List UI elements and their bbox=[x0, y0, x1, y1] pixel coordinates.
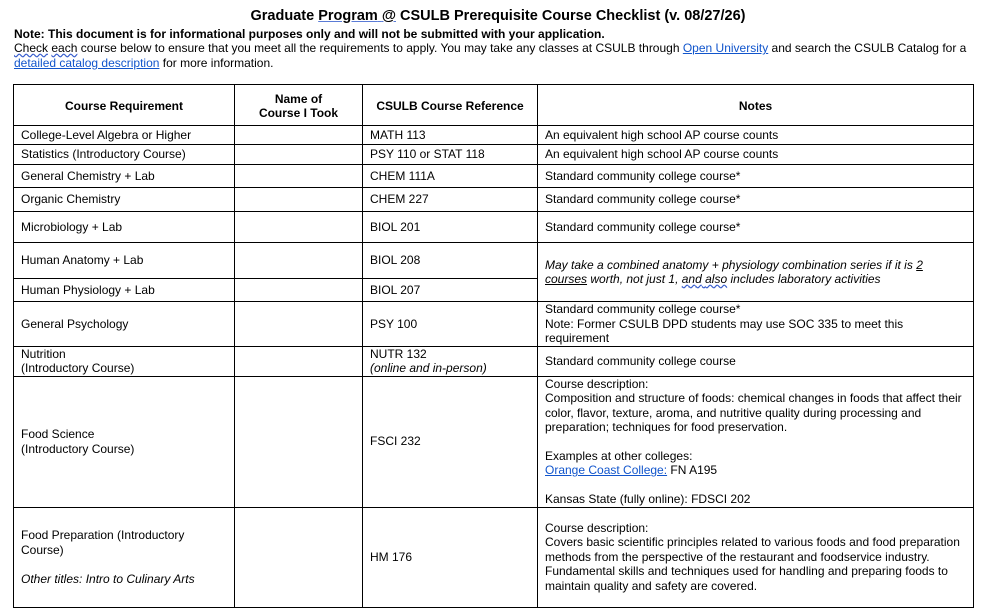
course-taken-cell[interactable] bbox=[235, 279, 363, 302]
food-science-notes: Course description: Composition and structure of foods: chemical changes in foods that affect their color, flavor, texture, aroma, and nutritive quality during processing and preparation; techniques for food preservation. Examples at other colleges: Orange Coast College: FN A195 Kansas State (fully online): FDSCI 202 bbox=[538, 376, 974, 507]
course-taken-cell[interactable] bbox=[235, 376, 363, 507]
document-title: Graduate Program @ CSULB Prerequisite Course Checklist (v. 08/27/26) bbox=[250, 8, 746, 24]
course-taken-cell[interactable] bbox=[235, 212, 363, 243]
course-taken-cell[interactable] bbox=[235, 243, 363, 279]
table-row: Nutrition (Introductory Course) NUTR 132 (online and in-person) Standard community college course bbox=[14, 346, 974, 376]
food-preparation-notes: Course description: Covers basic scientific principles related to various foods and food preparation methods from the perspective of the restaurant and foodservice industry. Fundamental skills and techniques used for handling and preparing foods to maintain quality and safety are covered. bbox=[538, 507, 974, 607]
course-taken-cell[interactable] bbox=[235, 145, 363, 165]
prerequisite-table bbox=[13, 84, 974, 608]
header-course-requirement: Course Requirement bbox=[14, 85, 235, 126]
table-row: General Psychology PSY 100 Standard community college course* Note: Former CSULB DPD students may use SOC 335 to meet this requirement bbox=[14, 302, 974, 347]
header-csulb-reference: CSULB Course Reference bbox=[363, 85, 538, 126]
title-at-sign: @ bbox=[381, 8, 396, 24]
course-taken-cell[interactable] bbox=[235, 302, 363, 347]
orange-coast-college-link[interactable]: Orange Coast College: bbox=[545, 463, 668, 478]
course-taken-cell[interactable] bbox=[235, 188, 363, 212]
table-row: Human Physiology + Lab BIOL 207 bbox=[14, 279, 974, 302]
course-taken-cell[interactable] bbox=[235, 126, 363, 145]
anatomy-physiology-notes: May take a combined anatomy + physiology combination series if it is 2 courses worth, not just 1, and also includes laboratory activities bbox=[538, 243, 974, 302]
table-row: Food Science (Introductory Course) FSCI 232 Course description: Composition and structure of foods: chemical changes in foods that affect their color, flavor, texture, aroma, and nutritive quality during processing and preparation; techniques for food preservation. Examples at other colleges: Orange Coast College: FN A195 Kansas State (fully online): FDSCI 202 bbox=[14, 376, 974, 507]
table-row: Food Preparation (Introductory Course) Other titles: Intro to Culinary Arts HM 176 Course description: Covers basic scientific principles related to various foods and food preparation methods from the perspective of the restaurant and foodservice industry. Fundamental skills and techniques used for handling and preparing foods to maintain quality and safety are covered. bbox=[14, 507, 974, 607]
table-header-row bbox=[14, 85, 974, 126]
title-program-word: Program bbox=[318, 8, 378, 24]
table-row: Organic Chemistry CHEM 227 Standard community college course* bbox=[14, 188, 974, 212]
table-row: Human Anatomy + Lab BIOL 208 May take a combined anatomy + physiology combination series if it is 2 courses worth, not just 1, and also includes laboratory activities bbox=[14, 243, 974, 279]
course-taken-cell[interactable] bbox=[235, 507, 363, 607]
open-university-link[interactable]: Open University bbox=[682, 41, 769, 55]
table-row: General Chemistry + Lab CHEM 111A Standard community college course* bbox=[14, 165, 974, 188]
course-taken-cell[interactable] bbox=[235, 346, 363, 376]
table-row: Statistics (Introductory Course) PSY 110 or STAT 118 An equivalent high school AP course counts bbox=[14, 145, 974, 165]
intro-paragraph: Check each course below to ensure that you meet all the requirements to apply. You may take any classes at CSULB through Open University and search the CSULB Catalog for a detailed catalog description for more information. bbox=[14, 41, 967, 70]
header-notes: Notes bbox=[538, 85, 974, 126]
disclaimer-note: Note: This document is for informational purposes only and will not be submitted with your application. bbox=[14, 27, 605, 41]
course-taken-cell[interactable] bbox=[235, 165, 363, 188]
table-row: Microbiology + Lab BIOL 201 Standard community college course* bbox=[14, 212, 974, 243]
catalog-description-link[interactable]: detailed catalog description bbox=[14, 56, 160, 70]
header-name-of-course: Name of Course I Took bbox=[235, 85, 363, 126]
table-row: College-Level Algebra or Higher MATH 113 An equivalent high school AP course counts bbox=[14, 126, 974, 145]
